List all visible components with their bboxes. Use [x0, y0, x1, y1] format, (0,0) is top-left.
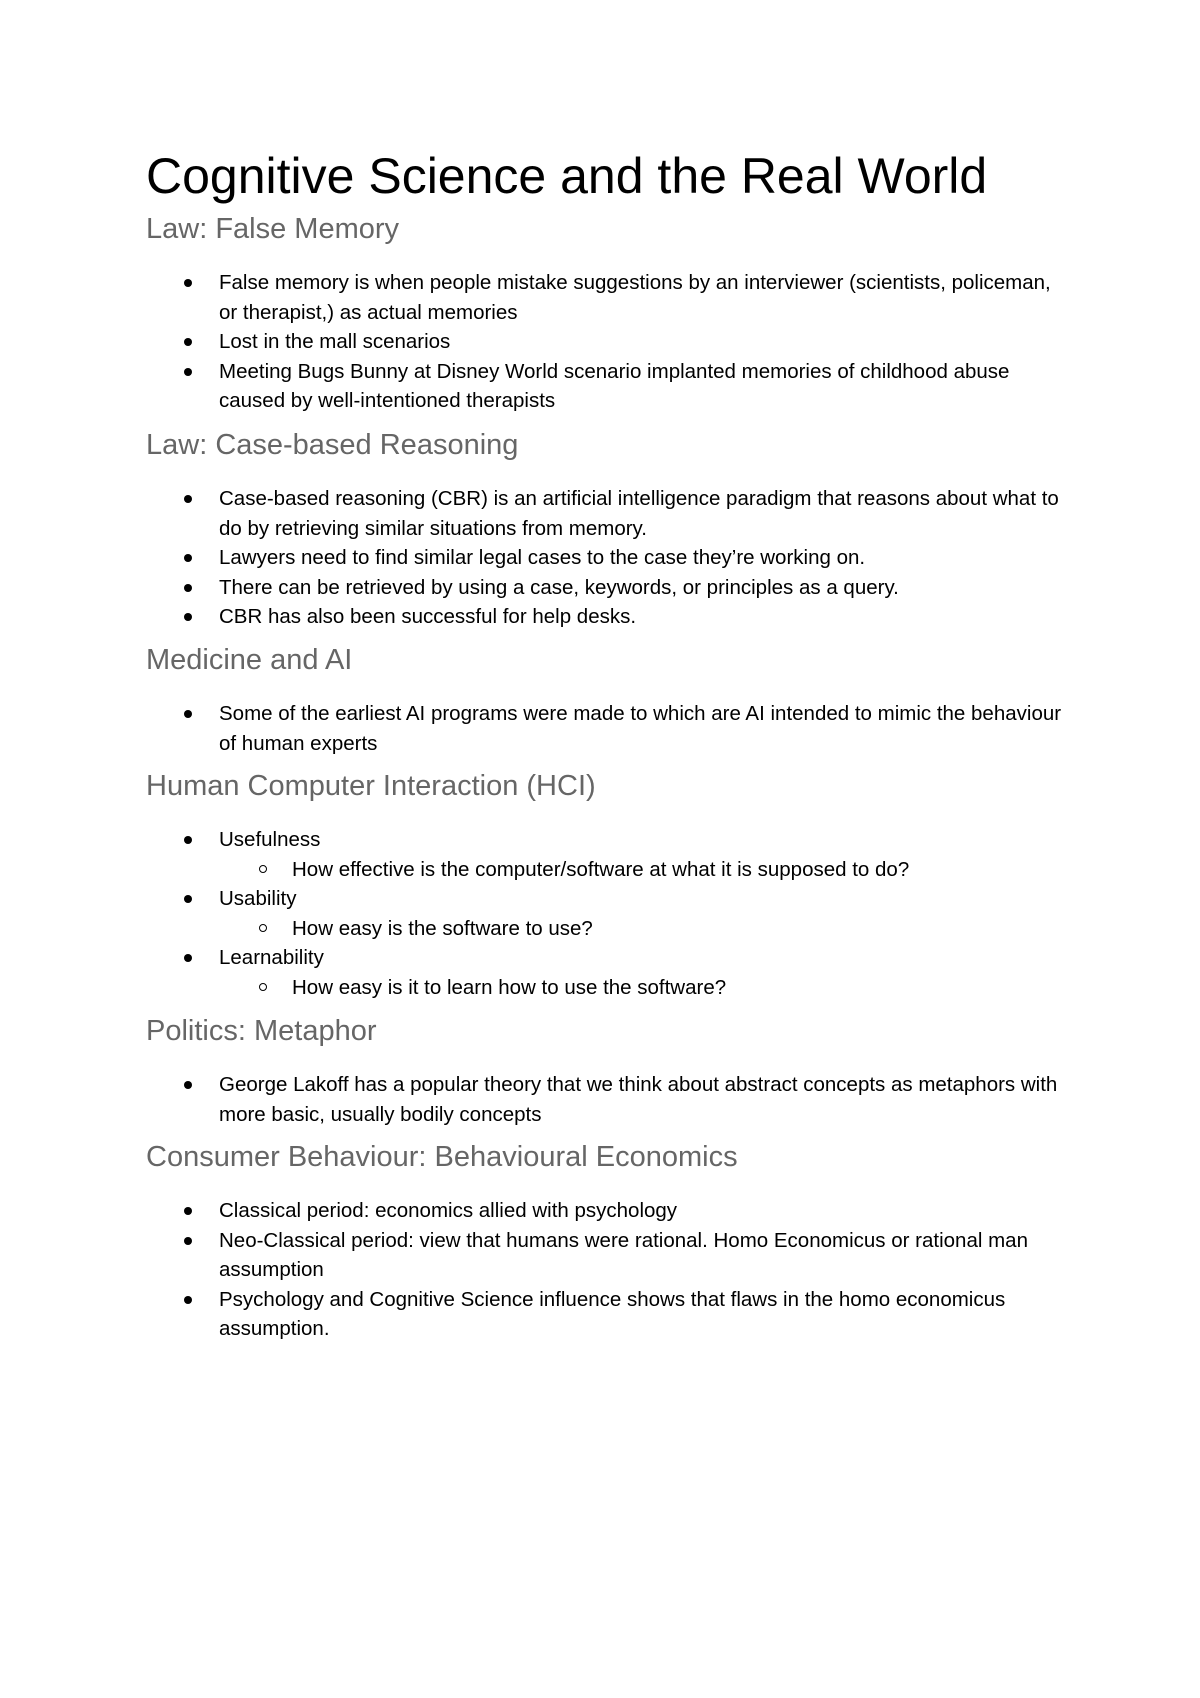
bullet-list — [146, 1070, 1066, 1129]
section-heading: Medicine and AI — [146, 644, 353, 676]
bullet-icon — [184, 1296, 192, 1304]
sub-list — [219, 855, 1066, 885]
sub-list — [219, 973, 1066, 1003]
list-item: Some of the earliest AI programs were made to which are AI intended to mimic the behaviour of human experts — [146, 699, 1066, 758]
bullet-icon — [184, 895, 192, 903]
sub-list-item: How easy is it to learn how to use the software? — [219, 973, 1139, 1003]
sub-list — [219, 914, 1066, 944]
bullet-icon — [184, 279, 192, 287]
sub-list-item: How effective is the computer/software at what it is supposed to do? — [219, 855, 1139, 885]
section-hci — [146, 768, 1066, 1002]
bullet-list — [146, 484, 1066, 632]
bullet-icon — [184, 613, 192, 621]
list-item: Neo-Classical period: view that humans were rational. Homo Economicus or rational man assumption — [146, 1226, 1066, 1285]
bullet-icon — [184, 338, 192, 346]
list-item: Case-based reasoning (CBR) is an artificial intelligence paradigm that reasons about what to do by retrieving similar situations from memory. — [146, 484, 1066, 543]
bullet-icon — [184, 710, 192, 718]
list-item: Usability How easy is the software to use? — [146, 884, 1066, 943]
section-heading: Consumer Behaviour: Behavioural Economics — [146, 1141, 738, 1173]
list-item: Lost in the mall scenarios — [146, 327, 1066, 357]
list-item: Learnability How easy is it to learn how to use the software? — [146, 943, 1066, 1002]
bullet-icon — [184, 954, 192, 962]
bullet-icon — [184, 495, 192, 503]
section-heading: Law: False Memory — [146, 213, 400, 245]
sub-list-item: How easy is the software to use? — [219, 914, 1139, 944]
section-false-memory — [146, 211, 1066, 416]
bullet-list — [146, 1196, 1066, 1344]
list-item: Classical period: economics allied with psychology — [146, 1196, 1066, 1226]
hollow-bullet-icon — [259, 924, 267, 932]
list-item: Psychology and Cognitive Science influence shows that flaws in the homo economicus assumption. — [146, 1285, 1066, 1344]
hollow-bullet-icon — [259, 983, 267, 991]
bullet-icon — [184, 836, 192, 844]
section-heading: Human Computer Interaction (HCI) — [146, 770, 596, 802]
bullet-list — [146, 699, 1066, 758]
section-heading: Politics: Metaphor — [146, 1015, 377, 1047]
bullet-icon — [184, 1081, 192, 1089]
bullet-icon — [184, 554, 192, 562]
section-medicine-and-ai — [146, 642, 1066, 758]
bullet-icon — [184, 584, 192, 592]
hollow-bullet-icon — [259, 865, 267, 873]
bullet-icon — [184, 1237, 192, 1245]
section-case-based-reasoning — [146, 427, 1066, 632]
list-item: George Lakoff has a popular theory that we think about abstract concepts as metaphors with more basic, usually bodily concepts — [146, 1070, 1066, 1129]
page-title: Cognitive Science and the Real World — [146, 148, 988, 204]
list-item: Meeting Bugs Bunny at Disney World scenario implanted memories of childhood abuse caused by well-intentioned therapists — [146, 357, 1066, 416]
list-item: CBR has also been successful for help desks. — [146, 602, 1066, 632]
section-politics-metaphor — [146, 1013, 1066, 1129]
list-item: False memory is when people mistake suggestions by an interviewer (scientists, policeman, or therapist,) as actual memories — [146, 268, 1066, 327]
bullet-icon — [184, 368, 192, 376]
list-item: There can be retrieved by using a case, keywords, or principles as a query. — [146, 573, 1066, 603]
list-item: Usefulness How effective is the computer/software at what it is supposed to do? — [146, 825, 1066, 884]
bullet-list — [146, 825, 1066, 1002]
bullet-list — [146, 268, 1066, 416]
bullet-icon — [184, 1207, 192, 1215]
list-item: Lawyers need to find similar legal cases to the case they’re working on. — [146, 543, 1066, 573]
section-consumer-behaviour — [146, 1139, 1066, 1344]
section-heading: Law: Case-based Reasoning — [146, 429, 519, 461]
